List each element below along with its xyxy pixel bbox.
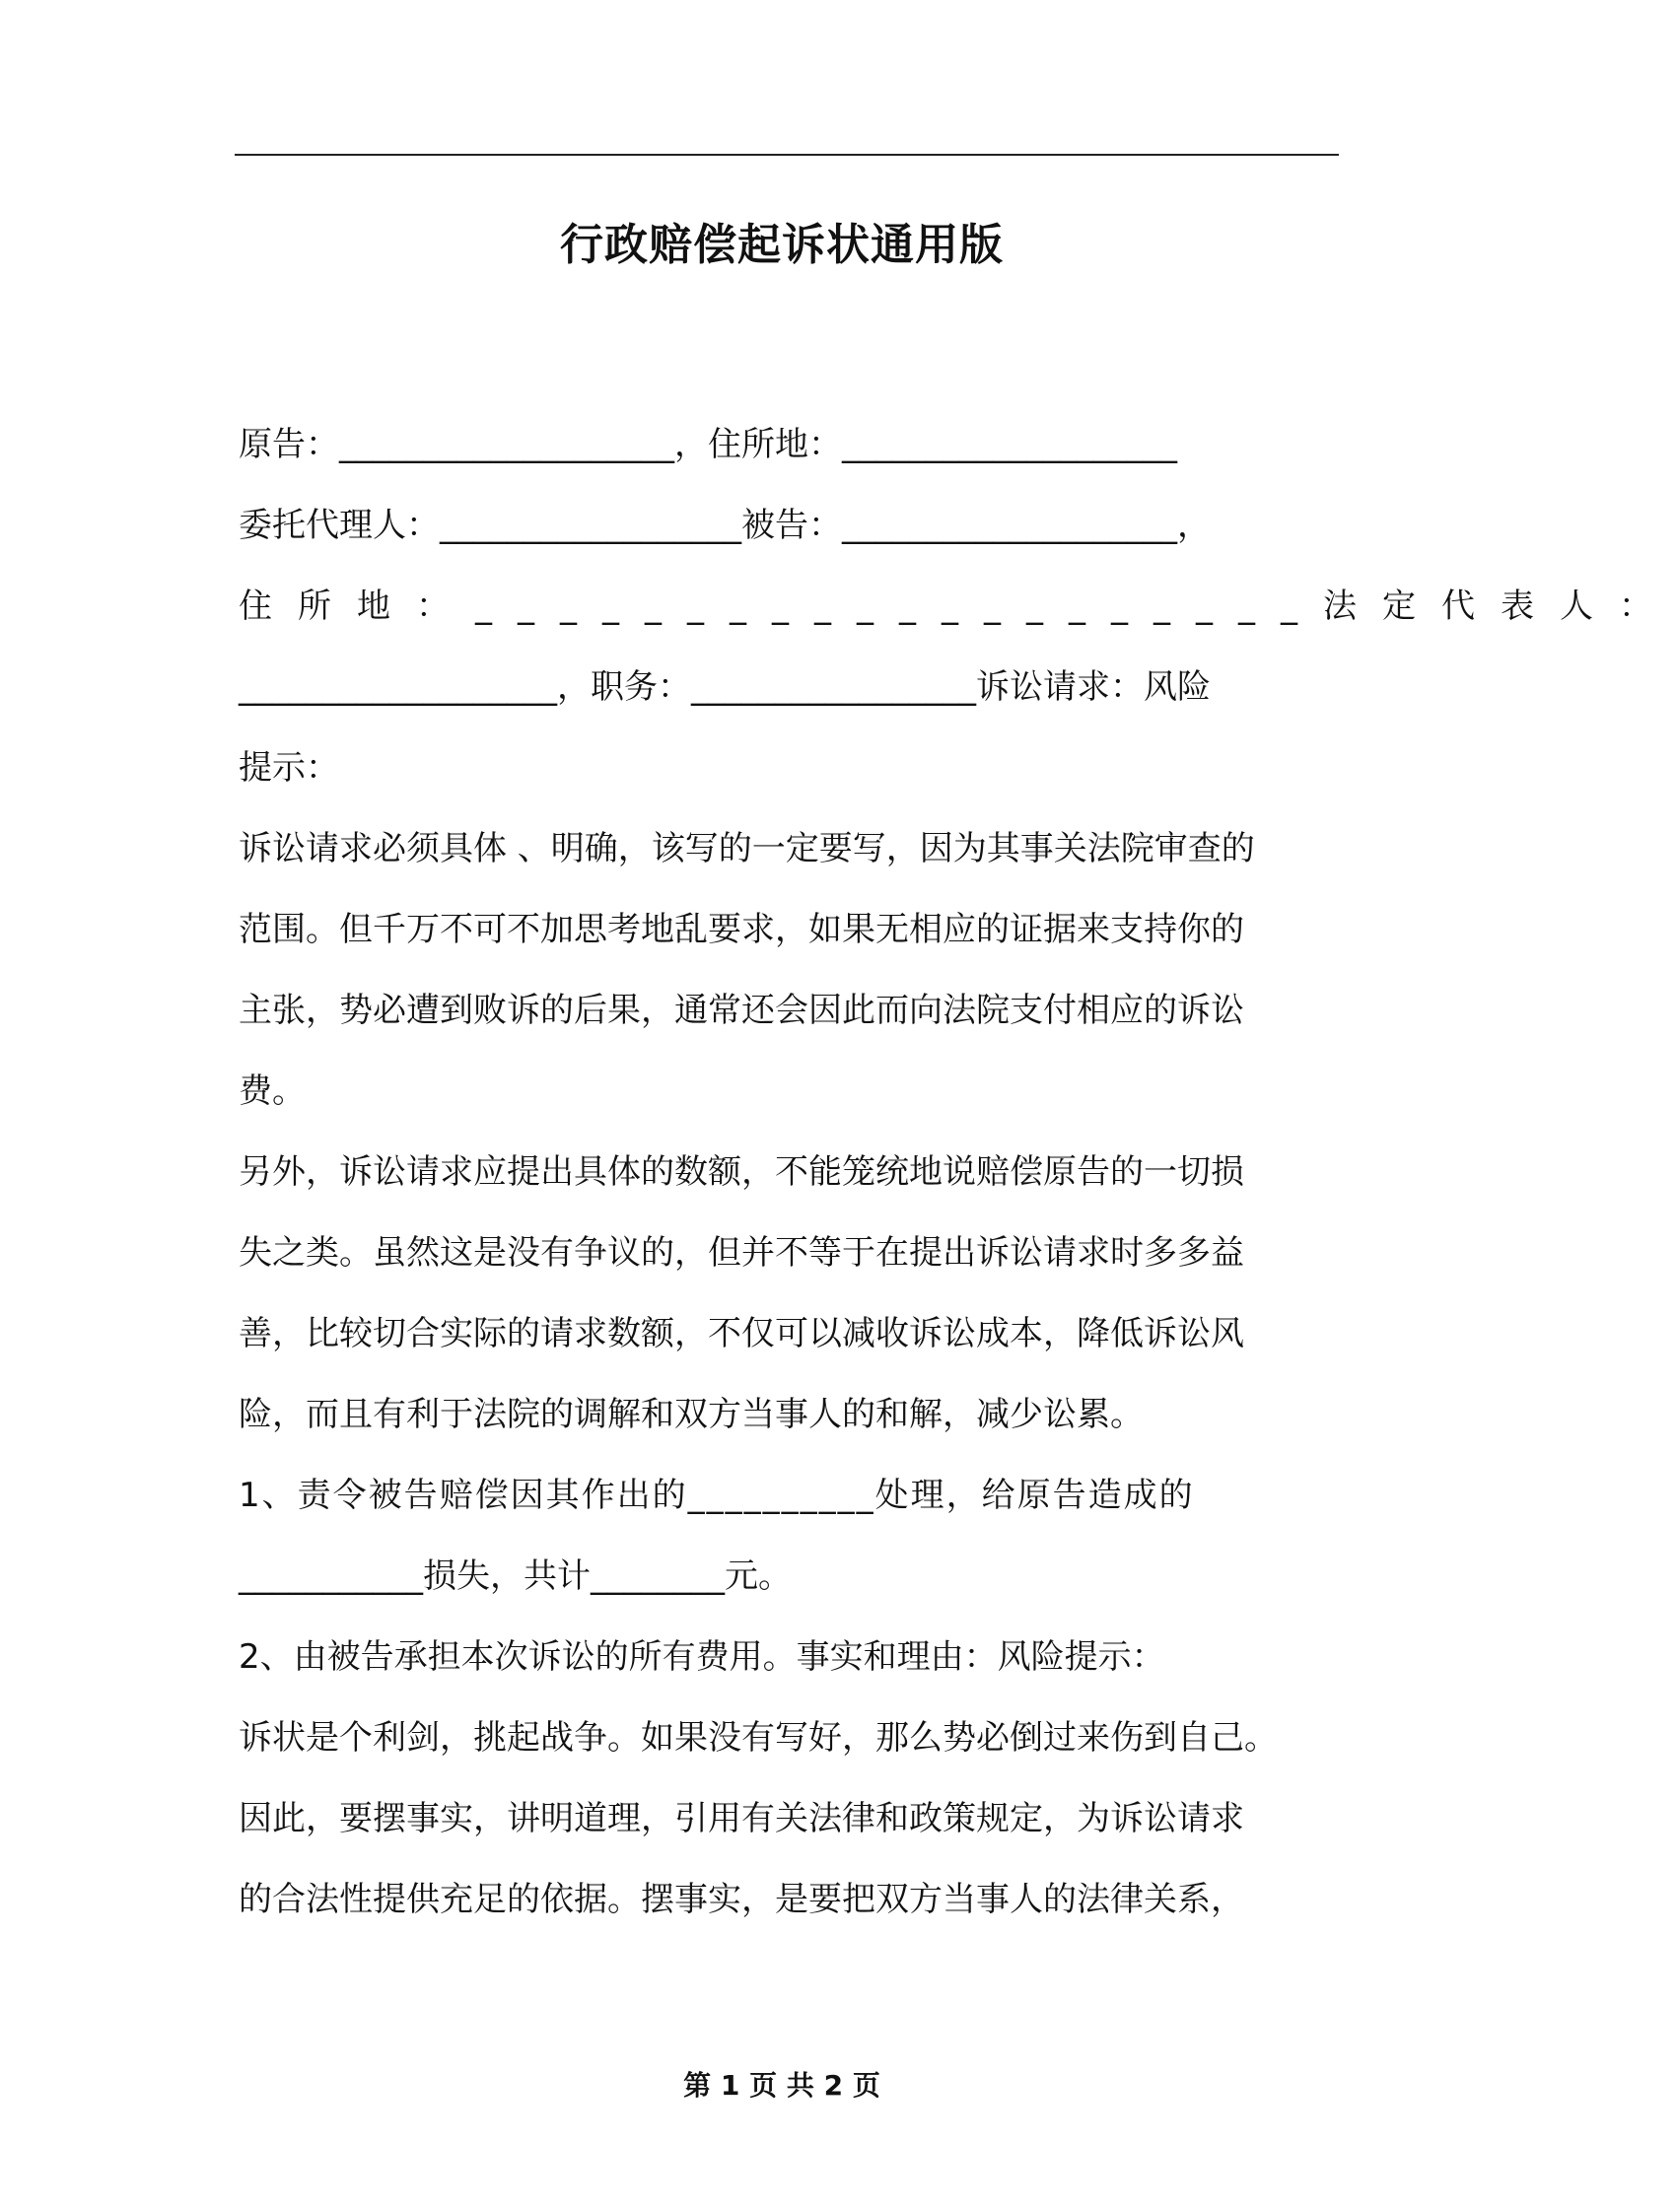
- body-line-9: 费。: [239, 1071, 306, 1111]
- body-line-3: 住所地：____________________法定代表人：: [239, 587, 1678, 626]
- body-line-8: 主张，势必遭到败诉的后果，通常还会因此而向法院支付相应的诉讼: [239, 991, 1244, 1030]
- body-line-13: 险，而且有利于法院的调解和双方当事人的和解，减少讼累。: [239, 1395, 1144, 1434]
- body-line-1: 原告：____________________，住所地：____________________: [239, 425, 1177, 464]
- body-line-14: 1、责令被告赔偿因其作出的__________处理，给原告造成的: [239, 1476, 1195, 1515]
- body-line-7: 范围。但千万不可不加思考地乱要求，如果无相应的证据来支持你的: [239, 910, 1244, 949]
- body-line-11: 失之类。虽然这是没有争议的，但并不等于在提出诉讼请求时多多益: [239, 1233, 1244, 1273]
- body-line-16: 2、由被告承担本次诉讼的所有费用。事实和理由：风险提示：: [239, 1637, 1165, 1677]
- body-line-17: 诉状是个利剑，挑起战争。如果没有写好，那么势必倒过来伤到自己。: [239, 1718, 1278, 1758]
- body-line-2: 委托代理人：__________________被告：____________________，: [239, 506, 1211, 545]
- document-title: 行政赔偿起诉状通用版: [560, 220, 1004, 270]
- body-line-5: 提示：: [239, 748, 339, 788]
- body-line-10: 另外，诉讼请求应提出具体的数额，不能笼统地说赔偿原告的一切损: [239, 1152, 1244, 1192]
- document-body: [239, 404, 1678, 1940]
- body-line-15: ___________损失，共计________元。: [239, 1556, 792, 1596]
- header-rule: [235, 154, 1339, 156]
- body-line-6: 诉讼请求必须具体 、明确，该写的一定要写，因为其事关法院审查的: [239, 829, 1255, 868]
- body-line-4: ___________________，职务：_________________诉讼请求：风险: [239, 667, 1211, 707]
- body-line-19: 的合法性提供充足的依据。摆事实，是要把双方当事人的法律关系，: [239, 1880, 1244, 1919]
- page-footer: 第 1 页 共 2 页: [683, 2069, 880, 2102]
- body-line-12: 善，比较切合实际的请求数额，不仅可以减收诉讼成本，降低诉讼风: [239, 1314, 1244, 1353]
- body-line-18: 因此，要摆事实，讲明道理，引用有关法律和政策规定，为诉讼请求: [239, 1799, 1244, 1838]
